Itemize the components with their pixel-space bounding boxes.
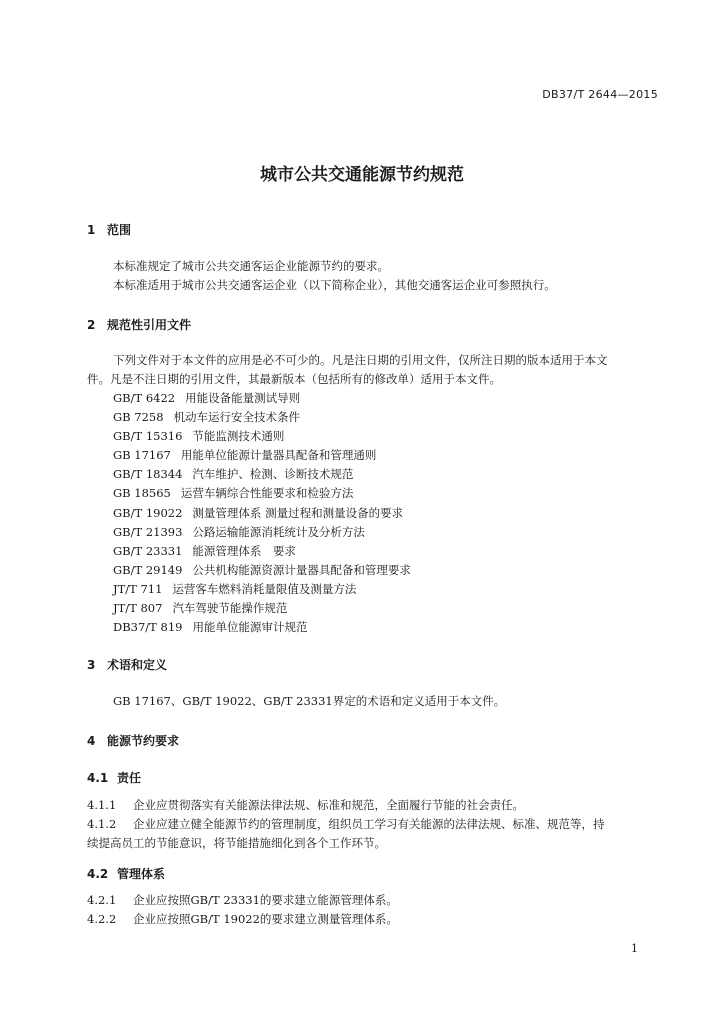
reference-name: 机动车运行安全技术条件 (173, 410, 301, 425)
subsection-4-2-heading (87, 865, 165, 882)
standard-code: DB37/T 2644—2015 (542, 88, 658, 101)
section-title: 能源节约要求 (107, 734, 180, 748)
reference-name: 运营车辆综合性能要求和检验方法 (180, 486, 354, 501)
reference-item (113, 504, 411, 523)
clause-text: 企业应建立健全能源节约的管理制度，组织员工学习有关能源的法律法规、标准、规范等，持 (133, 817, 605, 831)
terms-paragraph: GB 17167、GB/T 19022、GB/T 23331界定的术语和定义适用于本文件。 (113, 694, 506, 708)
clause-text: 企业应贯彻落实有关能源法律法规、标准和规范，全面履行节能的社会责任。 (133, 798, 524, 812)
subsection-title: 责任 (117, 771, 142, 785)
clause-number: 4.2.2 (87, 912, 117, 926)
reference-item (113, 542, 411, 561)
reference-item (113, 599, 411, 618)
subsection-number: 4.2 (87, 867, 109, 881)
section-title: 规范性引用文件 (107, 318, 192, 332)
reference-code: GB/T 23331 (113, 543, 183, 558)
clause-4-1-2-line-1 (87, 816, 605, 832)
section-3-heading (87, 656, 167, 673)
reference-name: 公路运输能源消耗统计及分析方法 (192, 524, 365, 539)
reference-name: 用能单位能源审计规范 (192, 620, 308, 635)
section-number: 4 (87, 734, 96, 748)
clause-number: 4.2.1 (87, 893, 117, 907)
reference-item (113, 523, 411, 542)
reference-name: 用能设备能量测试导则 (185, 391, 301, 405)
reference-code: DB37/T 819 (113, 620, 183, 635)
reference-code: JT/T 711 (113, 581, 163, 596)
reference-code: GB 7258 (113, 410, 164, 425)
reference-code: GB/T 19022 (113, 505, 183, 520)
reference-code: GB 17167 (113, 448, 171, 463)
subsection-4-1-heading (87, 769, 141, 786)
page-number: 1 (631, 942, 638, 955)
reference-item (113, 446, 411, 465)
subsection-number: 4.1 (87, 771, 109, 785)
scope-paragraph-1: 本标准规定了城市公共交通客运企业能源节约的要求。 (113, 259, 389, 273)
section-1-heading (87, 221, 131, 238)
clause-4-1-1 (87, 797, 524, 813)
reference-name: 用能单位能源计量器具配备和管理通则 (180, 448, 377, 463)
references-intro-line-2: 件。凡是不注日期的引用文件，其最新版本（包括所有的修改单）适用于本文件。 (87, 372, 501, 386)
clause-text: 企业应按照GB/T 23331的要求建立能源管理体系。 (133, 893, 398, 907)
section-title: 范围 (107, 223, 132, 237)
clause-4-2-1 (87, 892, 398, 908)
section-number: 2 (87, 318, 96, 332)
reference-list (113, 389, 411, 637)
reference-item (113, 484, 411, 503)
reference-code: JT/T 807 (113, 601, 163, 616)
reference-item (113, 389, 411, 408)
reference-name: 汽车驾驶节能操作规范 (172, 601, 288, 616)
section-title: 术语和定义 (107, 658, 168, 672)
reference-item (113, 618, 411, 637)
reference-code: GB/T 15316 (113, 429, 183, 444)
section-2-heading (87, 316, 191, 333)
section-number: 1 (87, 223, 96, 237)
scope-paragraph-2: 本标准适用于城市公共交通客运企业（以下简称企业），其他交通客运企业可参照执行。 (113, 278, 556, 292)
reference-name: 公共机构能源资源计量器具配备和管理要求 (192, 562, 411, 577)
reference-code: GB/T 18344 (113, 467, 183, 482)
reference-name: 能源管理体系 要求 (192, 543, 296, 558)
references-intro-line-1: 下列文件对于本文件的应用是必不可少的。凡是注日期的引用文件，仅所注日期的版本适用于本文 (113, 353, 608, 367)
reference-name: 运营客车燃料消耗量限值及测量方法 (172, 581, 357, 596)
reference-code: GB/T 21393 (113, 524, 183, 539)
clause-text: 企业应按照GB/T 19022的要求建立测量管理体系。 (133, 912, 398, 926)
section-number: 3 (87, 658, 96, 672)
clause-4-1-2-line-2: 续提高员工的节能意识，将节能措施细化到各个工作环节。 (87, 836, 386, 850)
reference-name: 节能监测技术通则 (192, 429, 285, 444)
reference-item (113, 427, 411, 446)
reference-code: GB/T 6422 (113, 391, 176, 405)
reference-code: GB/T 29149 (113, 562, 183, 577)
reference-item (113, 465, 411, 484)
reference-name: 测量管理体系 测量过程和测量设备的要求 (192, 505, 404, 520)
reference-item (113, 561, 411, 580)
section-4-heading (87, 732, 179, 749)
subsection-title: 管理体系 (117, 867, 166, 881)
clause-number: 4.1.1 (87, 798, 117, 812)
reference-item (113, 408, 411, 427)
reference-item (113, 580, 411, 599)
document-title: 城市公共交通能源节约规范 (260, 165, 464, 185)
clause-number: 4.1.2 (87, 817, 117, 831)
reference-code: GB 18565 (113, 486, 171, 501)
reference-name: 汽车维护、检测、诊断技术规范 (192, 467, 354, 482)
clause-4-2-2 (87, 911, 398, 927)
